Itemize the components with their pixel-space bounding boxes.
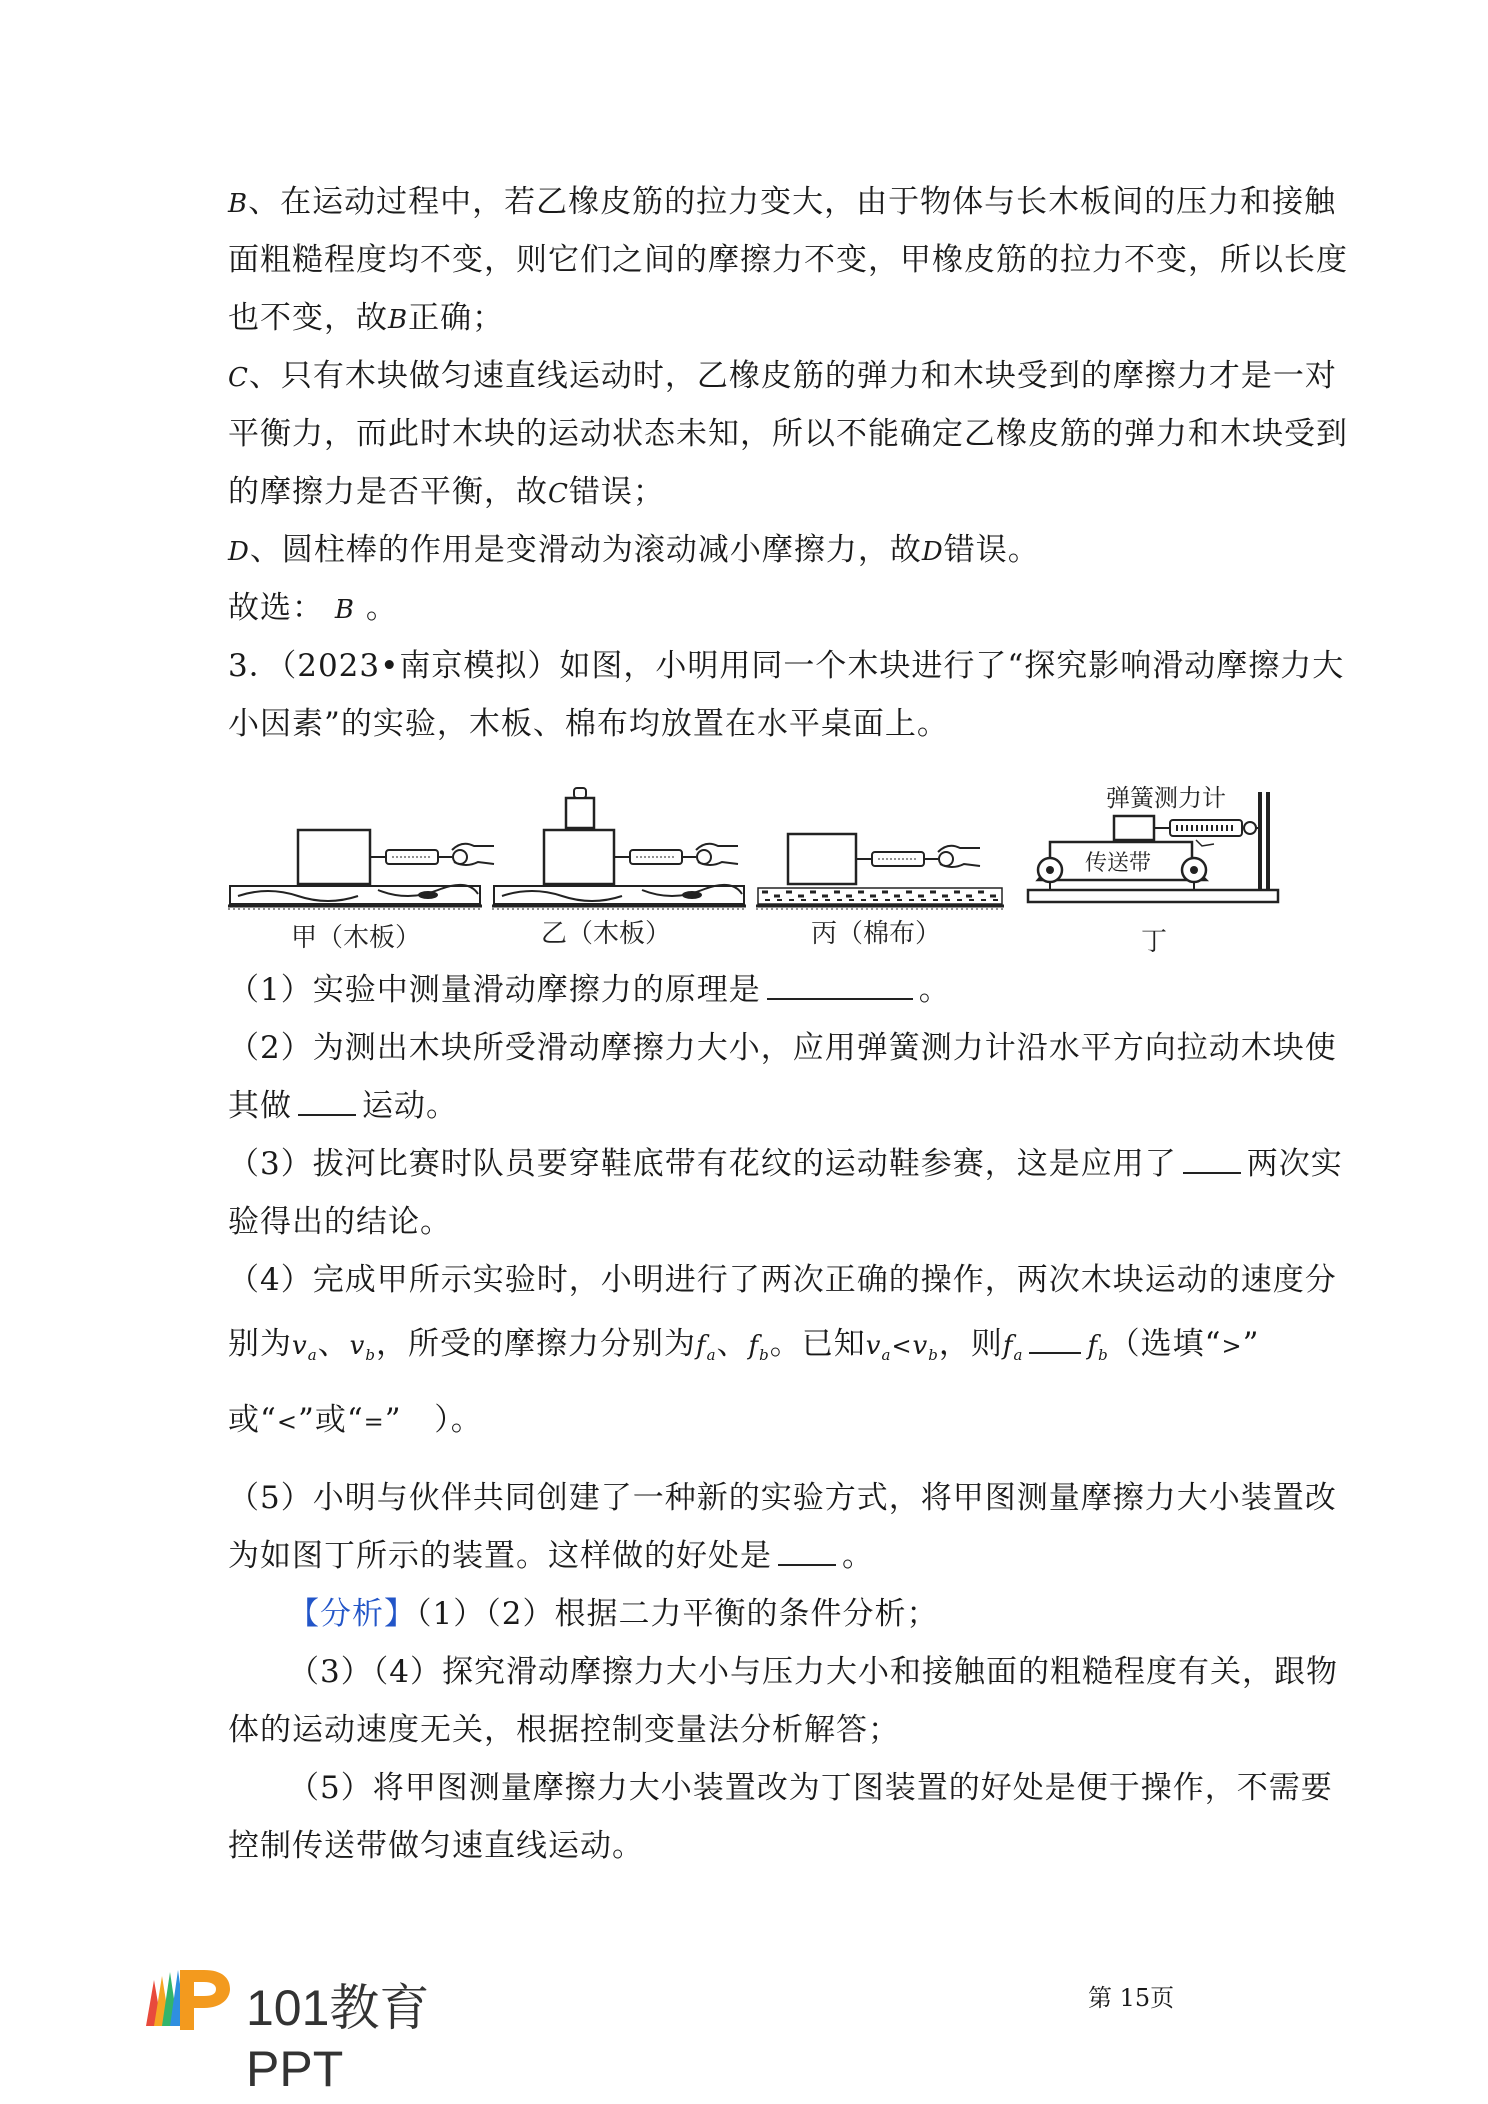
option-d-line: D、圆柱棒的作用是变滑动为滚动减小摩擦力，故D错误。 <box>228 532 1040 568</box>
logo-icon <box>140 1962 240 2034</box>
analysis-line-3: 体的运动速度无关，根据控制变量法分析解答； <box>228 1712 900 1748</box>
analysis-tag: 【分析】 <box>288 1596 416 1632</box>
sub-question-1: （1）实验中测量滑动摩擦力的原理是 。 <box>228 972 951 1008</box>
label-bing: 丙（棉布） <box>810 919 942 949</box>
sub-question-2-line-1: （2）为测出木块所受滑动摩擦力大小，应用弹簧测力计沿水平方向拉动木块使 <box>228 1030 1337 1066</box>
analysis-line-4: （5）将甲图测量摩擦力大小装置改为丁图装置的好处是便于操作，不需要 <box>288 1770 1333 1806</box>
analysis-line-1: 【分析】（1）（2）根据二力平衡的条件分析； <box>288 1596 939 1632</box>
sub-question-4-line-3: 或“<”或“=” ）。 <box>228 1402 483 1438</box>
setup-jia <box>228 830 494 909</box>
sub-question-2-line-2: 其做 运动。 <box>228 1088 458 1124</box>
answer-blank <box>298 1086 356 1116</box>
label-jia: 甲（木板） <box>290 923 422 953</box>
sub-question-5-line-2: 为如图丁所示的装置。这样做的好处是 。 <box>228 1538 874 1574</box>
answer-blank <box>1183 1144 1241 1174</box>
setup-bing <box>756 834 1004 909</box>
option-c-line-1: C、只有木块做匀速直线运动时，乙橡皮筋的弹力和木块受到的摩擦力才是一对 <box>228 358 1337 394</box>
question-3-line-2: 小因素”的实验，木板、棉布均放置在水平桌面上。 <box>228 706 949 742</box>
option-b-line-3: 也不变，故B正确； <box>228 300 505 336</box>
answer-blank <box>1029 1324 1081 1354</box>
option-b-line-2: 面粗糙程度均不变，则它们之间的摩擦力不变，甲橡皮筋的拉力不变，所以长度 <box>228 242 1348 278</box>
sub-question-4-line-1: （4）完成甲所示实验时，小明进行了两次正确的操作，两次木块运动的速度分 <box>228 1262 1337 1298</box>
sub-question-3-line-2: 验得出的结论。 <box>228 1204 452 1240</box>
label-spring-meter: 弹簧测力计 <box>1106 784 1226 812</box>
answer-blank <box>767 970 913 1000</box>
analysis-line-5: 控制传送带做匀速直线运动。 <box>228 1828 644 1864</box>
label-conveyor-belt: 传送带 <box>1084 851 1152 876</box>
brand-logo <box>140 1962 520 2097</box>
sub-question-3-line-1: （3）拔河比赛时队员要穿鞋底带有花纹的运动鞋参赛，这是应用了 两次实 <box>228 1146 1343 1182</box>
experiment-figure <box>228 778 1288 958</box>
answer-blank <box>778 1536 836 1566</box>
sub-question-5-line-1: （5）小明与伙伴共同创建了一种新的实验方式，将甲图测量摩擦力大小装置改 <box>228 1480 1337 1516</box>
sub-question-4-line-2: 别为$v_a$、$v_b$，所受的摩擦力分别为$f_a$、$f_b$。已知$v_a<v_b$，则$f_a$ $f_b$（选填“>” <box>228 1326 1260 1364</box>
option-c-line-3: 的摩擦力是否平衡，故C错误； <box>228 474 665 510</box>
option-b-line-1: B、在运动过程中，若乙橡皮筋的拉力变大，由于物体与长木板间的压力和接触 <box>228 184 1337 220</box>
answer-line: 故选： B 。 <box>228 590 398 626</box>
analysis-line-2: （3）（4）探究滑动摩擦力大小与压力大小和接触面的粗糙程度有关，跟物 <box>288 1654 1338 1690</box>
option-c-line-2: 平衡力，而此时木块的运动状态未知，所以不能确定乙橡皮筋的弹力和木块受到 <box>228 416 1348 452</box>
logo-text: 101教育PPT <box>246 1980 430 2097</box>
label-ding: 丁 <box>1140 927 1168 957</box>
question-3-line-1: 3．（2023•南京模拟）如图，小明用同一个木块进行了“探究影响滑动摩擦力大 <box>228 648 1345 684</box>
setup-yi <box>492 788 746 909</box>
page-number: 第 15页 <box>1088 1984 1175 2012</box>
label-yi: 乙（木板） <box>540 919 672 949</box>
